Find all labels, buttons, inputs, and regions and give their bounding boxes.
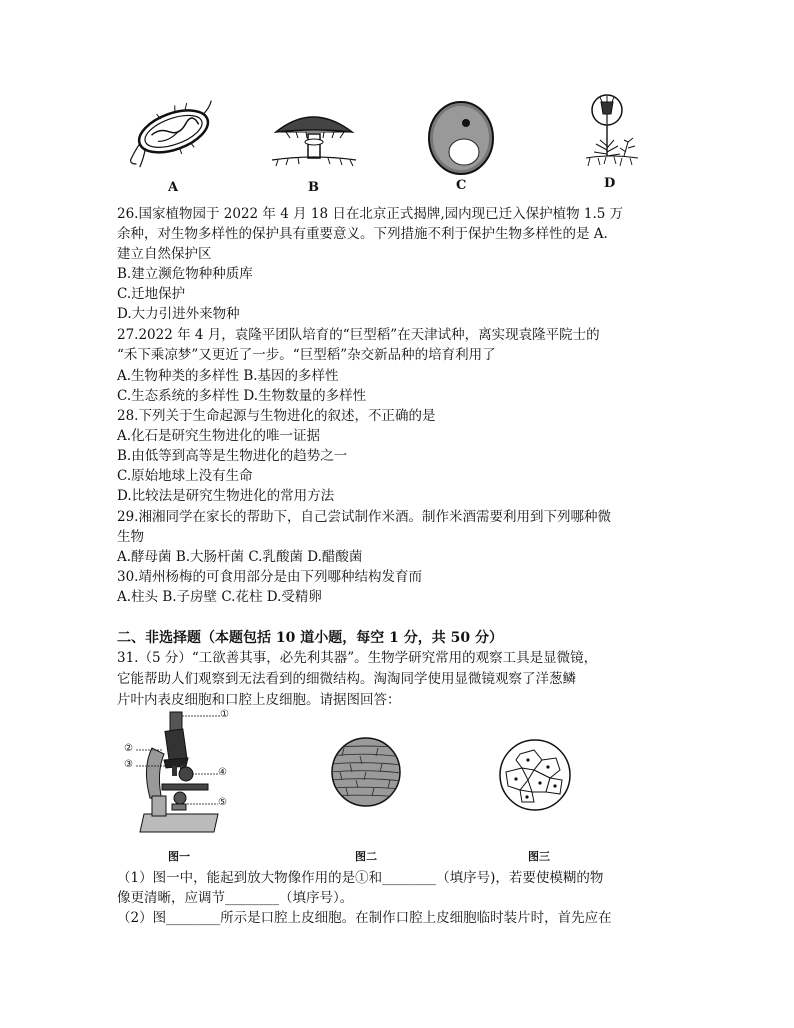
micro-label-1: ① (220, 709, 229, 720)
q31-line-3: 片叶内表皮细胞和口腔上皮细胞。请据图回答： (117, 692, 401, 708)
figure-1-caption: 图一 (168, 850, 190, 863)
q28-option-a: A.化石是研究生物进化的唯一证据 (117, 428, 321, 444)
cheek-cells-image (498, 738, 572, 812)
q31-sub1-line-2: 像更清晰，应调节________（填序号）。 (117, 890, 354, 906)
q28-option-d: D.比较法是研究生物进化的常用方法 (117, 488, 335, 504)
micro-label-2: ② (124, 743, 133, 754)
q27-line-2: “禾下乘凉梦”又更近了一步。“巨型稻”杂交新品种的培育利用了 (117, 347, 496, 363)
figure-label-d: D (604, 176, 616, 191)
figure-3-caption: 图三 (528, 850, 550, 863)
figure-label-c: C (456, 178, 467, 193)
q31-sub2-line-1: （2）图________所示是口腔上皮细胞。在制作口腔上皮细胞临时装片时，首先应在 (117, 910, 612, 926)
q26-line-2: 余种，对生物多样性的保护具有重要意义。下列措施不利于保护生物多样性的是 A. (117, 226, 608, 242)
q30-options: A.柱头 B.子房壁 C.花柱 D.受精卵 (117, 589, 322, 605)
q28-option-b: B.由低等到高等是生物进化的趋势之一 (117, 448, 348, 464)
q30-line-1: 30.靖州杨梅的可食用部分是由下列哪种结构发育而 (117, 569, 422, 585)
moss-plant-image (580, 94, 642, 184)
q31-sub1-line-1: （1）图一中，能起到放大物像作用的是①和________（填序号)，若要使模糊的物 (117, 870, 604, 886)
bacterium-image (122, 98, 222, 168)
q26-option-c: C.迁地保护 (117, 286, 186, 302)
q26-line-3: 建立自然保护区 (117, 246, 212, 262)
figure-label-b: B (308, 180, 319, 195)
q29-line-2: 生物 (117, 529, 144, 545)
q28-line-1: 28.下列关于生命起源与生物进化的叙述，不正确的是 (117, 408, 436, 424)
q27-line-1: 27.2022 年 4 月，袁隆平团队培育的“巨型稻”在天津试种，离实现袁隆平院士的 (117, 327, 600, 343)
micro-label-5: ⑤ (218, 797, 227, 808)
section-2-heading: 二、非选择题（本题包括 10 道小题，每空 1 分，共 50 分） (117, 630, 503, 646)
q26-option-b: B.建立濒危物种种质库 (117, 266, 253, 282)
q31-line-1: 31.（5 分）“工欲善其事，必先利其器”。生物学研究常用的观察工具是显微镜， (117, 650, 598, 666)
yeast-cell-image (426, 98, 496, 176)
mushroom-image (268, 108, 358, 170)
micro-label-3: ③ (124, 759, 133, 770)
q26-line-1: 26.国家植物园于 2022 年 4 月 18 日在北京正式揭牌,园内现已迁入保护植物 1.5 万 (117, 206, 624, 222)
micro-label-4: ④ (218, 767, 227, 778)
onion-cells-image (330, 736, 402, 808)
figure-2-caption: 图二 (355, 850, 377, 863)
figure-label-a: A (168, 180, 179, 195)
q27-options-ab: A.生物种类的多样性 B.基因的多样性 (117, 368, 339, 384)
q29-line-1: 29.湘湘同学在家长的帮助下，自己尝试制作米酒。制作米酒需要利用到下列哪种微 (117, 509, 611, 525)
q27-options-cd: C.生态系统的多样性 D.生物数量的多样性 (117, 388, 367, 404)
q31-line-2: 它能帮助人们观察到无法看到的细微结构。淘淘同学使用显微镜观察了洋葱鳞 (117, 671, 576, 687)
q29-options: A.酵母菌 B.大肠杆菌 C.乳酸菌 D.醋酸菌 (117, 549, 363, 565)
q28-option-c: C.原始地球上没有生命 (117, 468, 253, 484)
q26-option-d: D.大力引进外来物种 (117, 306, 240, 322)
